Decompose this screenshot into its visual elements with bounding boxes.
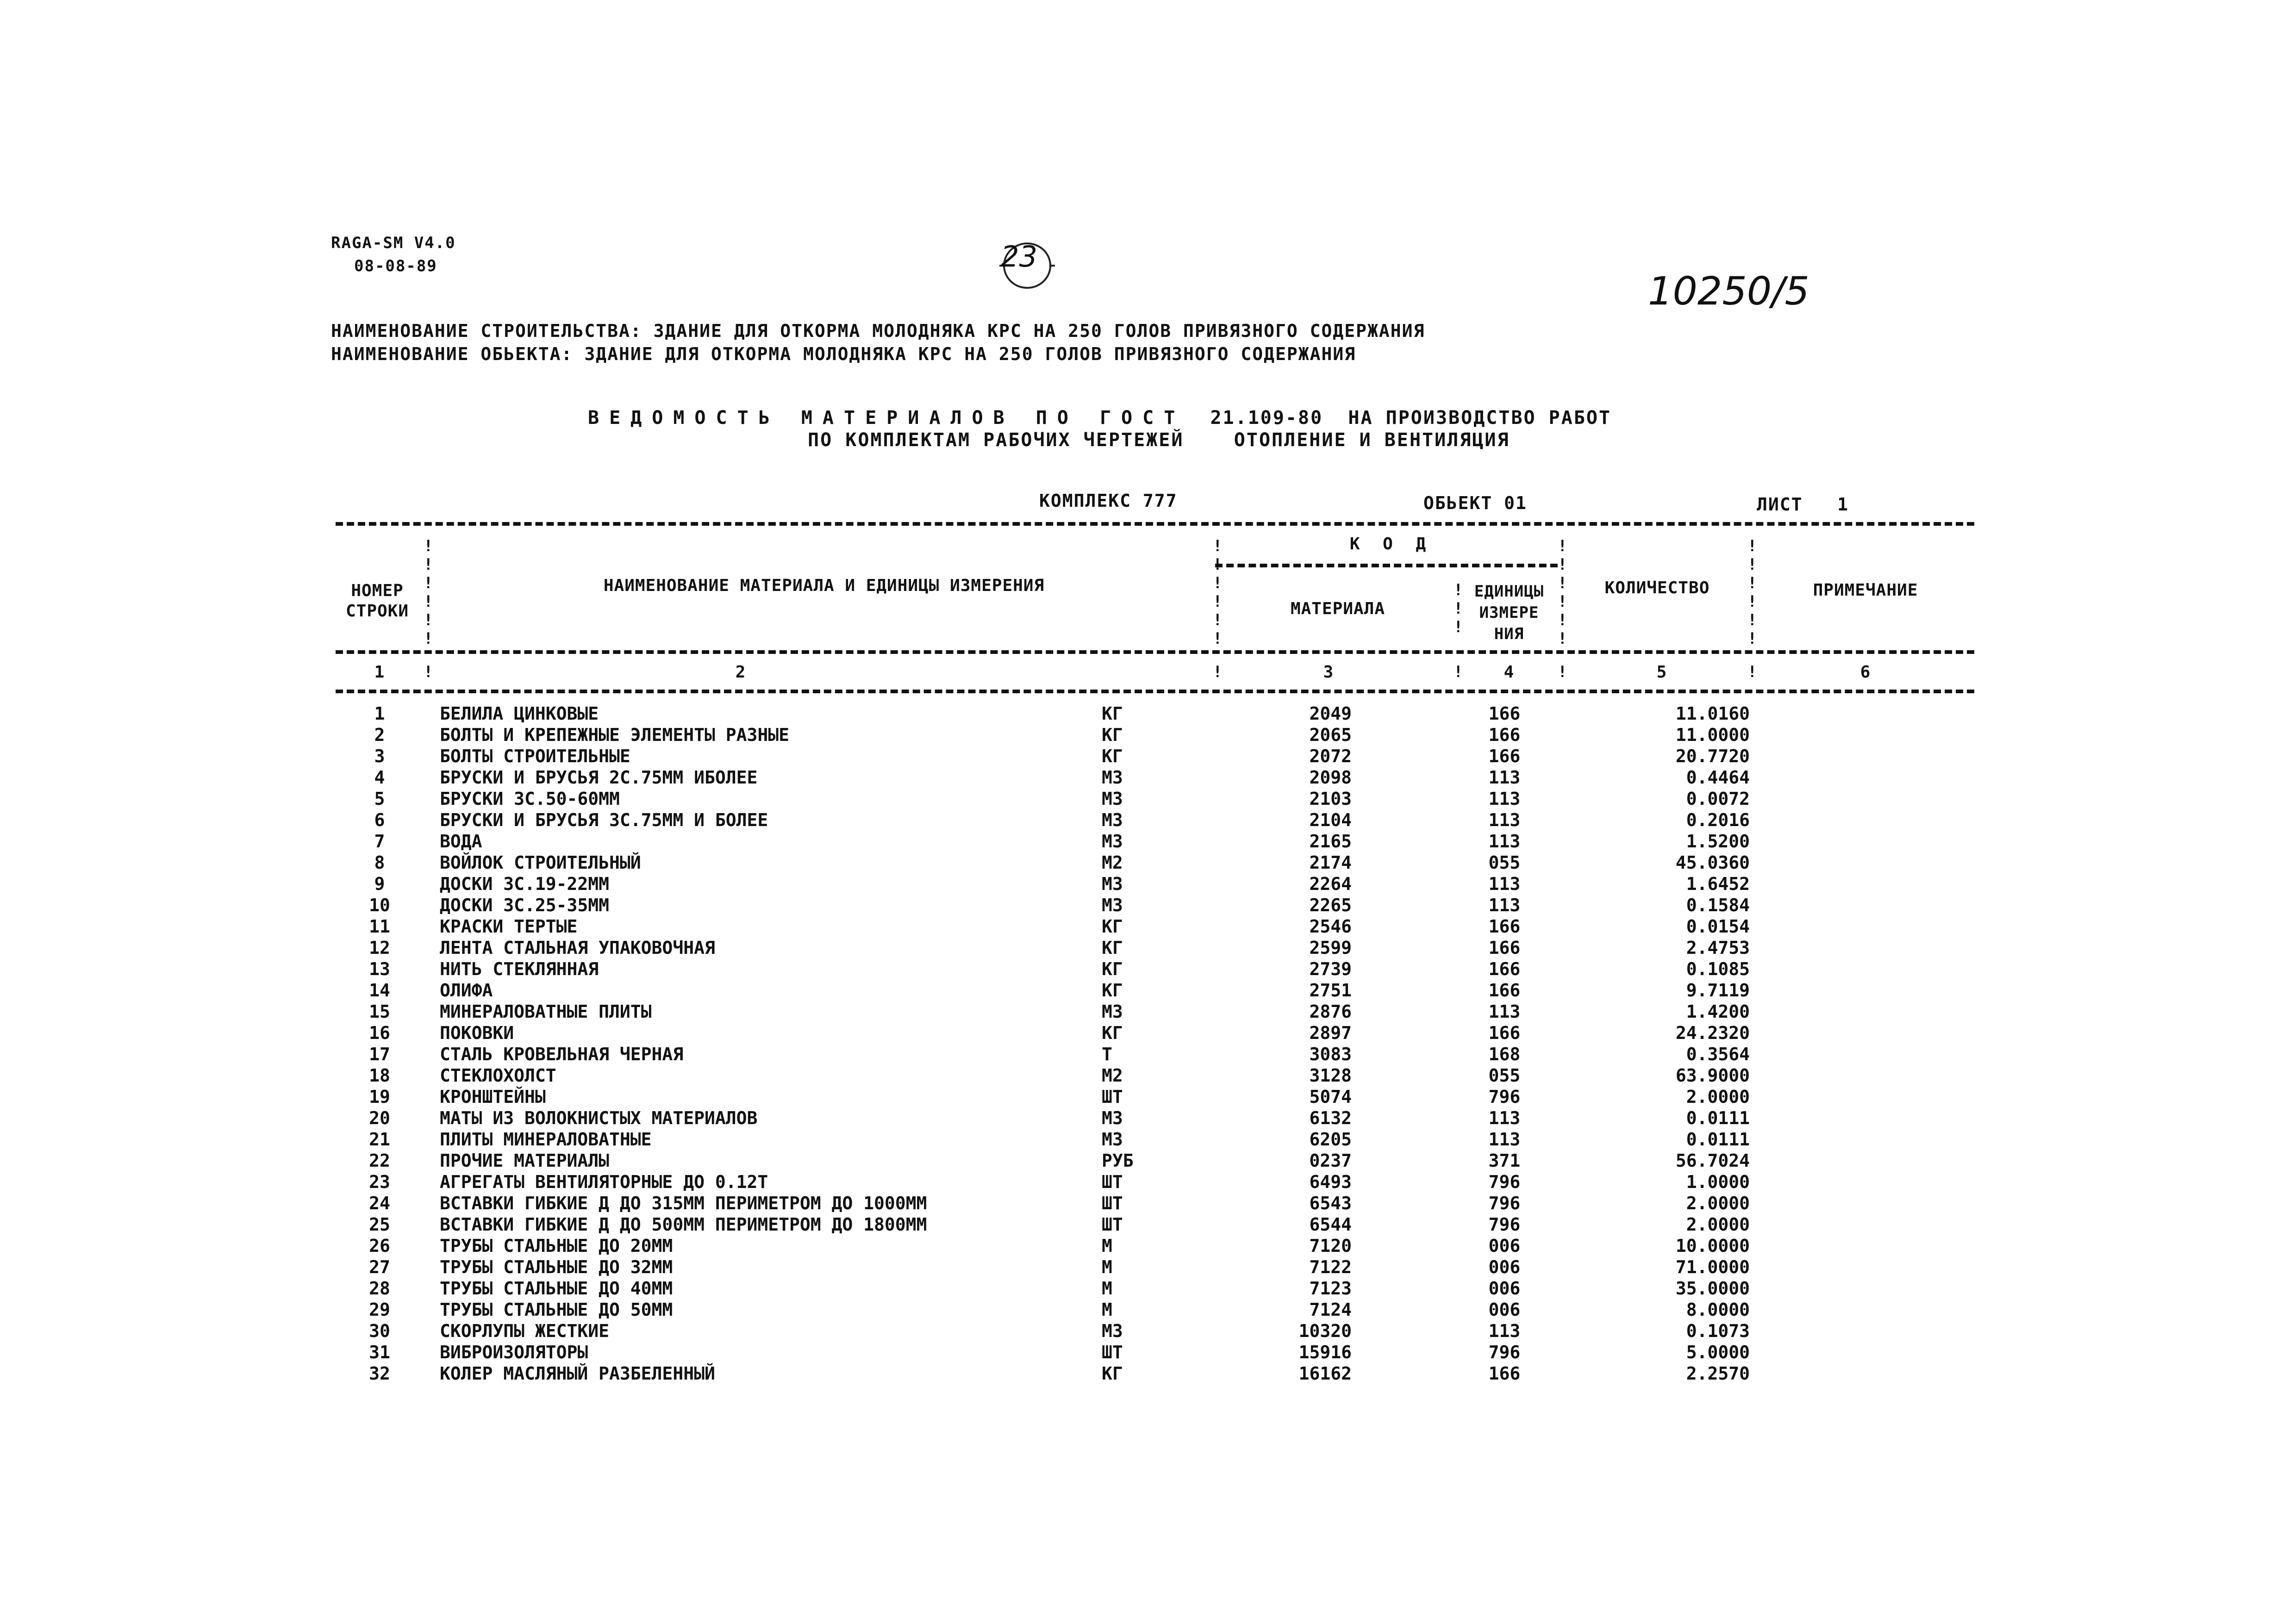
unit-code: 113	[1488, 810, 1521, 830]
table-row	[0, 810, 2296, 831]
unit-of-measure: ШТ	[1102, 1342, 1123, 1362]
quantity: 0.0111	[1686, 1108, 1750, 1128]
row-number: 22	[369, 1150, 390, 1171]
table-row	[0, 1214, 2296, 1236]
material-name: НИТЬ СТЕКЛЯННАЯ	[440, 959, 599, 979]
table-row	[0, 831, 2296, 852]
separator-num-4: !	[1558, 663, 1567, 681]
unit-of-measure: М	[1102, 1257, 1112, 1277]
quantity: 1.6452	[1686, 874, 1750, 894]
material-code: 2072	[1309, 746, 1352, 766]
col-number-4: 4	[1504, 663, 1515, 682]
col-header-unit-code: ЕДИНИЦЫ ИЗМЕРЕ НИЯ	[1474, 582, 1544, 643]
quantity: 2.4753	[1686, 938, 1750, 958]
table-row	[0, 1001, 2296, 1023]
material-code: 2897	[1309, 1023, 1352, 1043]
col-number-6: 6	[1860, 663, 1871, 682]
material-code: 10320	[1298, 1321, 1352, 1341]
material-name: ПРОЧИЕ МАТЕРИАЛЫ	[440, 1150, 610, 1171]
row-number: 7	[374, 831, 385, 852]
row-number: 28	[369, 1278, 390, 1299]
quantity: 2.0000	[1686, 1087, 1750, 1107]
unit-of-measure: КГ	[1102, 916, 1123, 937]
separator-col3: ! ! !	[1454, 581, 1463, 636]
material-name: БЕЛИЛА ЦИНКОВЫЕ	[440, 703, 599, 724]
table-row	[0, 1172, 2296, 1193]
material-code: 2098	[1309, 767, 1352, 788]
material-code: 6205	[1309, 1129, 1352, 1150]
material-name: ВСТАВКИ ГИБКИЕ Д ДО 500ММ ПЕРИМЕТРОМ ДО 1800ММ	[440, 1214, 927, 1235]
separator-num-5: !	[1747, 663, 1757, 681]
row-number: 17	[369, 1044, 390, 1064]
quantity: 35.0000	[1675, 1278, 1750, 1299]
material-code: 2104	[1309, 810, 1352, 830]
header-bottom-rule	[336, 650, 1974, 654]
unit-of-measure: М3	[1102, 874, 1123, 894]
row-number: 10	[369, 895, 390, 915]
table-row	[0, 725, 2296, 746]
col-header-material: МАТЕРИАЛА	[1290, 599, 1385, 618]
unit-of-measure: КГ	[1102, 938, 1123, 958]
complex-number: КОМПЛЕКС 777	[1039, 491, 1178, 511]
unit-of-measure: М	[1102, 1278, 1112, 1299]
unit-code: 113	[1488, 1321, 1521, 1341]
row-number: 3	[374, 746, 385, 766]
table-row	[0, 874, 2296, 895]
quantity: 9.7119	[1686, 980, 1750, 1001]
unit-of-measure: КГ	[1102, 746, 1123, 766]
table-row	[0, 959, 2296, 980]
material-code: 15916	[1298, 1342, 1352, 1362]
object-number: ОБЬЕКТ 01	[1423, 493, 1527, 513]
row-number: 14	[369, 980, 390, 1001]
row-number: 25	[369, 1214, 390, 1235]
unit-code: 113	[1488, 1129, 1521, 1150]
quantity: 2.0000	[1686, 1214, 1750, 1235]
unit-code: 113	[1488, 767, 1521, 788]
quantity: 0.0154	[1686, 916, 1750, 937]
material-name: МАТЫ ИЗ ВОЛОКНИСТЫХ МАТЕРИАЛОВ	[440, 1108, 758, 1128]
material-name: ОЛИФА	[440, 980, 493, 1001]
quantity: 0.1085	[1686, 959, 1750, 979]
material-code: 6493	[1309, 1172, 1352, 1192]
material-code: 2876	[1309, 1001, 1352, 1022]
document-title-rest: 21.109-80 НА ПРОИЗВОДСТВО РАБОТ	[1210, 407, 1612, 429]
unit-of-measure: М3	[1102, 1321, 1123, 1341]
object-name: ЗДАНИЕ ДЛЯ ОТКОРМА МОЛОДНЯКА КРС НА 250 ГОЛОВ ПРИВЯЗНОГО СОДЕРЖАНИЯ	[584, 344, 1356, 364]
row-number: 1	[374, 703, 385, 724]
unit-of-measure: ШТ	[1102, 1087, 1123, 1107]
unit-of-measure: М	[1102, 1300, 1112, 1320]
unit-code: 796	[1488, 1193, 1521, 1213]
material-code: 2264	[1309, 874, 1352, 894]
unit-of-measure: КГ	[1102, 959, 1123, 979]
unit-of-measure: М3	[1102, 810, 1123, 830]
column-numbers-rule	[336, 690, 1974, 693]
material-name: ТРУБЫ СТАЛЬНЫЕ ДО 20ММ	[440, 1236, 673, 1256]
quantity: 2.2570	[1686, 1363, 1750, 1384]
material-name: ДОСКИ 3С.19-22ММ	[440, 874, 610, 894]
table-row	[0, 767, 2296, 789]
unit-code: 166	[1488, 1023, 1521, 1043]
material-name: ВИБРОИЗОЛЯТОРЫ	[440, 1342, 588, 1362]
construction-line	[331, 321, 1425, 341]
quantity: 11.0000	[1675, 725, 1750, 745]
unit-code: 113	[1488, 895, 1521, 915]
unit-code: 166	[1488, 938, 1521, 958]
material-name: ДОСКИ 3С.25-35ММ	[440, 895, 610, 915]
unit-of-measure: КГ	[1102, 725, 1123, 745]
quantity: 0.4464	[1686, 767, 1750, 788]
material-code: 7120	[1309, 1236, 1352, 1256]
quantity: 1.5200	[1686, 831, 1750, 852]
unit-of-measure: М	[1102, 1236, 1112, 1256]
row-number: 19	[369, 1087, 390, 1107]
material-code: 2546	[1309, 916, 1352, 937]
document-title	[588, 407, 1611, 429]
material-code: 6543	[1309, 1193, 1352, 1213]
material-name: БОЛТЫ СТРОИТЕЛЬНЫЕ	[440, 746, 630, 766]
quantity: 0.0072	[1686, 789, 1750, 809]
material-name: ТРУБЫ СТАЛЬНЫЕ ДО 40ММ	[440, 1278, 673, 1299]
quantity: 0.0111	[1686, 1129, 1750, 1150]
row-number: 11	[369, 916, 390, 937]
col-number-2: 2	[735, 663, 746, 682]
quantity: 1.4200	[1686, 1001, 1750, 1022]
unit-code: 166	[1488, 916, 1521, 937]
unit-of-measure: КГ	[1102, 1363, 1123, 1384]
row-number: 4	[374, 767, 385, 788]
row-number: 9	[374, 874, 385, 894]
col-header-note: ПРИМЕЧАНИЕ	[1813, 581, 1918, 600]
page-stamp-number: 23	[1001, 240, 1037, 274]
quantity: 24.2320	[1675, 1023, 1750, 1043]
document-title-spaced: ВЕДОМОСТЬ МАТЕРИАЛОВ ПО ГОСТ	[588, 407, 1185, 429]
table-row	[0, 938, 2296, 959]
material-code: 0237	[1309, 1150, 1352, 1171]
unit-code: 113	[1488, 1001, 1521, 1022]
handwritten-reference: 10250/5	[1648, 268, 1809, 314]
row-number: 29	[369, 1300, 390, 1320]
unit-code: 371	[1488, 1150, 1521, 1171]
material-name: СТАЛЬ КРОВЕЛЬНАЯ ЧЕРНАЯ	[440, 1044, 684, 1064]
row-number: 15	[369, 1001, 390, 1022]
material-name: ВОЙЛОК СТРОИТЕЛЬНЫЙ	[440, 852, 641, 873]
unit-of-measure: ШТ	[1102, 1193, 1123, 1213]
material-code: 2165	[1309, 831, 1352, 852]
unit-of-measure: М3	[1102, 895, 1123, 915]
unit-code: 166	[1488, 703, 1521, 724]
material-code: 2103	[1309, 789, 1352, 809]
unit-of-measure: М3	[1102, 767, 1123, 788]
table-row	[0, 1108, 2296, 1129]
row-number: 18	[369, 1065, 390, 1086]
separator-col4: ! ! ! ! ! !	[1558, 537, 1567, 648]
material-name: БРУСКИ И БРУСЬЯ 2С.75ММ ИБОЛЕЕ	[440, 767, 758, 788]
material-code: 3128	[1309, 1065, 1352, 1086]
sheet-number: ЛИСТ 1	[1757, 494, 1849, 515]
program-date: 08-08-89	[354, 257, 437, 275]
unit-of-measure: ШТ	[1102, 1214, 1123, 1235]
separator-num-3: !	[1454, 663, 1463, 681]
table-row	[0, 746, 2296, 767]
table-row	[0, 916, 2296, 938]
material-code: 2049	[1309, 703, 1352, 724]
unit-of-measure: КГ	[1102, 703, 1123, 724]
material-name: СКОРЛУПЫ ЖЕСТКИЕ	[440, 1321, 610, 1341]
unit-code: 055	[1488, 1065, 1521, 1086]
table-row	[0, 980, 2296, 1001]
quantity: 11.0160	[1675, 703, 1750, 724]
unit-code: 796	[1488, 1172, 1521, 1192]
unit-of-measure: РУБ	[1102, 1150, 1134, 1171]
table-row	[0, 1321, 2296, 1342]
unit-code: 166	[1488, 746, 1521, 766]
unit-code: 055	[1488, 852, 1521, 873]
row-number: 24	[369, 1193, 390, 1213]
material-code: 2174	[1309, 852, 1352, 873]
quantity: 5.0000	[1686, 1342, 1750, 1362]
quantity: 0.2016	[1686, 810, 1750, 830]
material-name: ВСТАВКИ ГИБКИЕ Д ДО 315ММ ПЕРИМЕТРОМ ДО 1000ММ	[440, 1193, 927, 1213]
col-number-1: 1	[374, 663, 385, 682]
material-name: ЛЕНТА СТАЛЬНАЯ УПАКОВОЧНАЯ	[440, 938, 715, 958]
object-label: НАИМЕНОВАНИЕ ОБЬЕКТА:	[331, 344, 573, 364]
col-header-code: К О Д	[1349, 535, 1433, 553]
unit-of-measure: М2	[1102, 852, 1123, 873]
unit-of-measure: М3	[1102, 789, 1123, 809]
quantity: 63.9000	[1675, 1065, 1750, 1086]
unit-of-measure: ШТ	[1102, 1172, 1123, 1192]
material-code: 7123	[1309, 1278, 1352, 1299]
unit-code: 796	[1488, 1342, 1521, 1362]
quantity: 0.1584	[1686, 895, 1750, 915]
object-line	[331, 344, 1356, 364]
table-row	[0, 789, 2296, 810]
table-row	[0, 1278, 2296, 1300]
unit-code: 113	[1488, 789, 1521, 809]
row-number: 20	[369, 1108, 390, 1128]
material-name: ПОКОВКИ	[440, 1023, 514, 1043]
material-name: КОЛЕР МАСЛЯНЫЙ РАЗБЕЛЕННЫЙ	[440, 1363, 715, 1384]
unit-code: 796	[1488, 1087, 1521, 1107]
material-name: АГРЕГАТЫ ВЕНТИЛЯТОРНЫЕ ДО 0.12Т	[440, 1172, 768, 1192]
material-name: СТЕКЛОХОЛСТ	[440, 1065, 556, 1086]
unit-code: 006	[1488, 1257, 1521, 1277]
row-number: 16	[369, 1023, 390, 1043]
material-name: ПЛИТЫ МИНЕРАЛОВАТНЫЕ	[440, 1129, 652, 1150]
program-name: RAGA-SM V4.0	[331, 234, 456, 252]
quantity: 8.0000	[1686, 1300, 1750, 1320]
material-code: 6544	[1309, 1214, 1352, 1235]
unit-code: 006	[1488, 1300, 1521, 1320]
col-number-5: 5	[1656, 663, 1667, 682]
quantity: 2.0000	[1686, 1193, 1750, 1213]
material-code: 2265	[1309, 895, 1352, 915]
row-number: 23	[369, 1172, 390, 1192]
row-number: 12	[369, 938, 390, 958]
quantity: 56.7024	[1675, 1150, 1750, 1171]
row-number: 5	[374, 789, 385, 809]
table-row	[0, 1065, 2296, 1087]
unit-code: 006	[1488, 1278, 1521, 1299]
quantity: 10.0000	[1675, 1236, 1750, 1256]
col-header-name: НАИМЕНОВАНИЕ МАТЕРИАЛА И ЕДИНИЦЫ ИЗМЕРЕНИЯ	[603, 576, 1045, 595]
unit-code: 796	[1488, 1214, 1521, 1235]
quantity: 0.1073	[1686, 1321, 1750, 1341]
quantity: 1.0000	[1686, 1172, 1750, 1192]
unit-code: 113	[1488, 874, 1521, 894]
code-sub-rule	[1215, 564, 1558, 567]
material-code: 2739	[1309, 959, 1352, 979]
col-header-quantity: КОЛИЧЕСТВО	[1604, 578, 1710, 597]
row-number: 27	[369, 1257, 390, 1277]
material-name: ТРУБЫ СТАЛЬНЫЕ ДО 50ММ	[440, 1300, 673, 1320]
table-row	[0, 1087, 2296, 1108]
material-code: 16162	[1298, 1363, 1352, 1384]
row-number: 21	[369, 1129, 390, 1150]
material-code: 2065	[1309, 725, 1352, 745]
unit-of-measure: М3	[1102, 831, 1123, 852]
quantity: 71.0000	[1675, 1257, 1750, 1277]
unit-of-measure: М3	[1102, 1108, 1123, 1128]
unit-code: 113	[1488, 831, 1521, 852]
separator-col5: ! ! ! ! ! !	[1747, 537, 1757, 648]
construction-name: ЗДАНИЕ ДЛЯ ОТКОРМА МОЛОДНЯКА КРС НА 250 ГОЛОВ ПРИВЯЗНОГО СОДЕРЖАНИЯ	[653, 321, 1425, 341]
table-row	[0, 1363, 2296, 1385]
material-code: 3083	[1309, 1044, 1352, 1064]
unit-code: 166	[1488, 980, 1521, 1001]
material-name: КРОНШТЕЙНЫ	[440, 1087, 546, 1107]
table-row	[0, 1342, 2296, 1363]
table-row	[0, 1300, 2296, 1321]
row-number: 32	[369, 1363, 390, 1384]
material-name: ТРУБЫ СТАЛЬНЫЕ ДО 32ММ	[440, 1257, 673, 1277]
unit-code: 166	[1488, 959, 1521, 979]
construction-label: НАИМЕНОВАНИЕ СТРОИТЕЛЬСТВА:	[331, 321, 642, 341]
document-subtitle: ПО КОМПЛЕКТАМ РАБОЧИХ ЧЕРТЕЖЕЙ ОТОПЛЕНИЕ И ВЕНТИЛЯЦИЯ	[808, 429, 1510, 451]
row-number: 2	[374, 725, 385, 745]
material-code: 7124	[1309, 1300, 1352, 1320]
material-name: БРУСКИ И БРУСЬЯ 3С.75ММ И БОЛЕЕ	[440, 810, 768, 830]
material-code: 2751	[1309, 980, 1352, 1001]
table-row	[0, 1257, 2296, 1278]
separator-num-2: !	[1213, 663, 1223, 681]
row-number: 13	[369, 959, 390, 979]
row-number: 8	[374, 852, 385, 873]
unit-of-measure: М2	[1102, 1065, 1123, 1086]
unit-code: 168	[1488, 1044, 1521, 1064]
separator-col2: ! ! ! ! ! !	[1213, 537, 1223, 648]
row-number: 30	[369, 1321, 390, 1341]
table-row	[0, 895, 2296, 916]
material-code: 2599	[1309, 938, 1352, 958]
table-row	[0, 1023, 2296, 1044]
material-name: БРУСКИ 3С.50-60ММ	[440, 789, 620, 809]
material-name: ВОДА	[440, 831, 482, 852]
separator-num-1: !	[424, 663, 433, 681]
table-row	[0, 703, 2296, 725]
material-name: КРАСКИ ТЕРТЫЕ	[440, 916, 578, 937]
unit-of-measure: КГ	[1102, 1023, 1123, 1043]
row-number: 26	[369, 1236, 390, 1256]
table-row	[0, 1236, 2296, 1257]
material-code: 7122	[1309, 1257, 1352, 1277]
unit-code: 166	[1488, 1363, 1521, 1384]
unit-code: 006	[1488, 1236, 1521, 1256]
unit-of-measure: КГ	[1102, 980, 1123, 1001]
unit-code: 166	[1488, 725, 1521, 745]
material-name: МИНЕРАЛОВАТНЫЕ ПЛИТЫ	[440, 1001, 652, 1022]
quantity: 45.0360	[1675, 852, 1750, 873]
quantity: 20.7720	[1675, 746, 1750, 766]
separator-col1: ! ! ! ! ! !	[424, 537, 433, 648]
row-number: 6	[374, 810, 385, 830]
col-header-row-no: НОМЕР СТРОКИ	[345, 581, 409, 621]
col-number-3: 3	[1323, 663, 1334, 682]
table-row	[0, 852, 2296, 874]
unit-of-measure: М3	[1102, 1001, 1123, 1022]
material-code: 6132	[1309, 1108, 1352, 1128]
unit-of-measure: Т	[1102, 1044, 1112, 1064]
unit-code: 113	[1488, 1108, 1521, 1128]
table-row	[0, 1193, 2296, 1214]
material-name: БОЛТЫ И КРЕПЕЖНЫЕ ЭЛЕМЕНТЫ РАЗНЫЕ	[440, 725, 789, 745]
page-stamp	[991, 231, 1046, 282]
unit-of-measure: М3	[1102, 1129, 1123, 1150]
table-top-rule	[336, 522, 1974, 526]
material-code: 5074	[1309, 1087, 1352, 1107]
quantity: 0.3564	[1686, 1044, 1750, 1064]
row-number: 31	[369, 1342, 390, 1362]
table-row	[0, 1150, 2296, 1172]
table-row	[0, 1129, 2296, 1150]
table-row	[0, 1044, 2296, 1065]
